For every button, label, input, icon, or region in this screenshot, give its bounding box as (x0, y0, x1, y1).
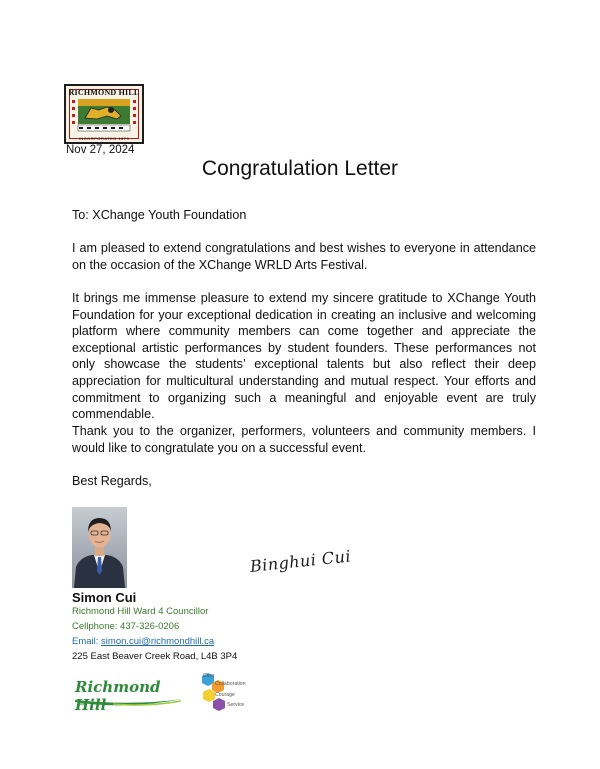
value-care: Care (203, 673, 215, 679)
letter-recipient: To: XChange Youth Foundation (72, 208, 247, 222)
letter-title: Congratulation Letter (201, 157, 399, 180)
signer-position: Richmond Hill Ward 4 Councillor (72, 606, 209, 617)
richmond-hill-logo-text: Richmond Hill (75, 678, 161, 714)
letter-date: Nov 27, 2024 (66, 144, 135, 156)
values-logo (198, 672, 278, 714)
signer-cellphone: Cellphone: 437-326-0206 (72, 621, 180, 632)
email-label: Email: (72, 636, 102, 647)
signer-name: Simon Cui (72, 590, 137, 605)
seal-emblem-icon (71, 98, 137, 134)
email-link[interactable]: simon.cui@richmondhill.ca (101, 636, 215, 647)
councillor-photo (72, 507, 127, 588)
letter-paragraph-3: Thank you to the organizer, performers, volunteers and community members. I would like to congratulate you on a successful event. (72, 424, 536, 455)
value-service: Service (227, 702, 245, 708)
handwritten-signature: Binghui Cui (249, 546, 352, 576)
letter-paragraph-1: I am pleased to extend congratulations and best wishes to everyone in attendance on the occasion of the XChange WRLD Arts Festival. (72, 241, 536, 272)
seal-incorporated: INCORPORATED 1873 (78, 136, 130, 141)
letter-closing: Best Regards, (72, 474, 152, 488)
signer-address: 225 East Beaver Creek Road, L4B 3P4 (72, 651, 238, 662)
signer-email-line (72, 636, 214, 647)
seal-title: RICHMOND HILL (68, 88, 140, 97)
value-collaboration: Collaboration (215, 681, 246, 687)
value-courage: Courage (215, 692, 235, 698)
richmond-hill-logo (73, 674, 185, 714)
richmond-hill-seal (64, 84, 144, 144)
letter-paragraph-2: It brings me immense pleasure to extend my sincere gratitude to XChange Youth Foundation for your exceptional dedication in creating an inclusive and welcoming platform where community members can come together and appreciate the exceptional artistic performances by student founders. These performances not only showcase the students’ exceptional talents but also reflect their deep appreciation for multicultural understanding and mutual respect. Your efforts and commitment to organizing such a meaningful and enjoyable event are truly commendable. (72, 291, 536, 422)
